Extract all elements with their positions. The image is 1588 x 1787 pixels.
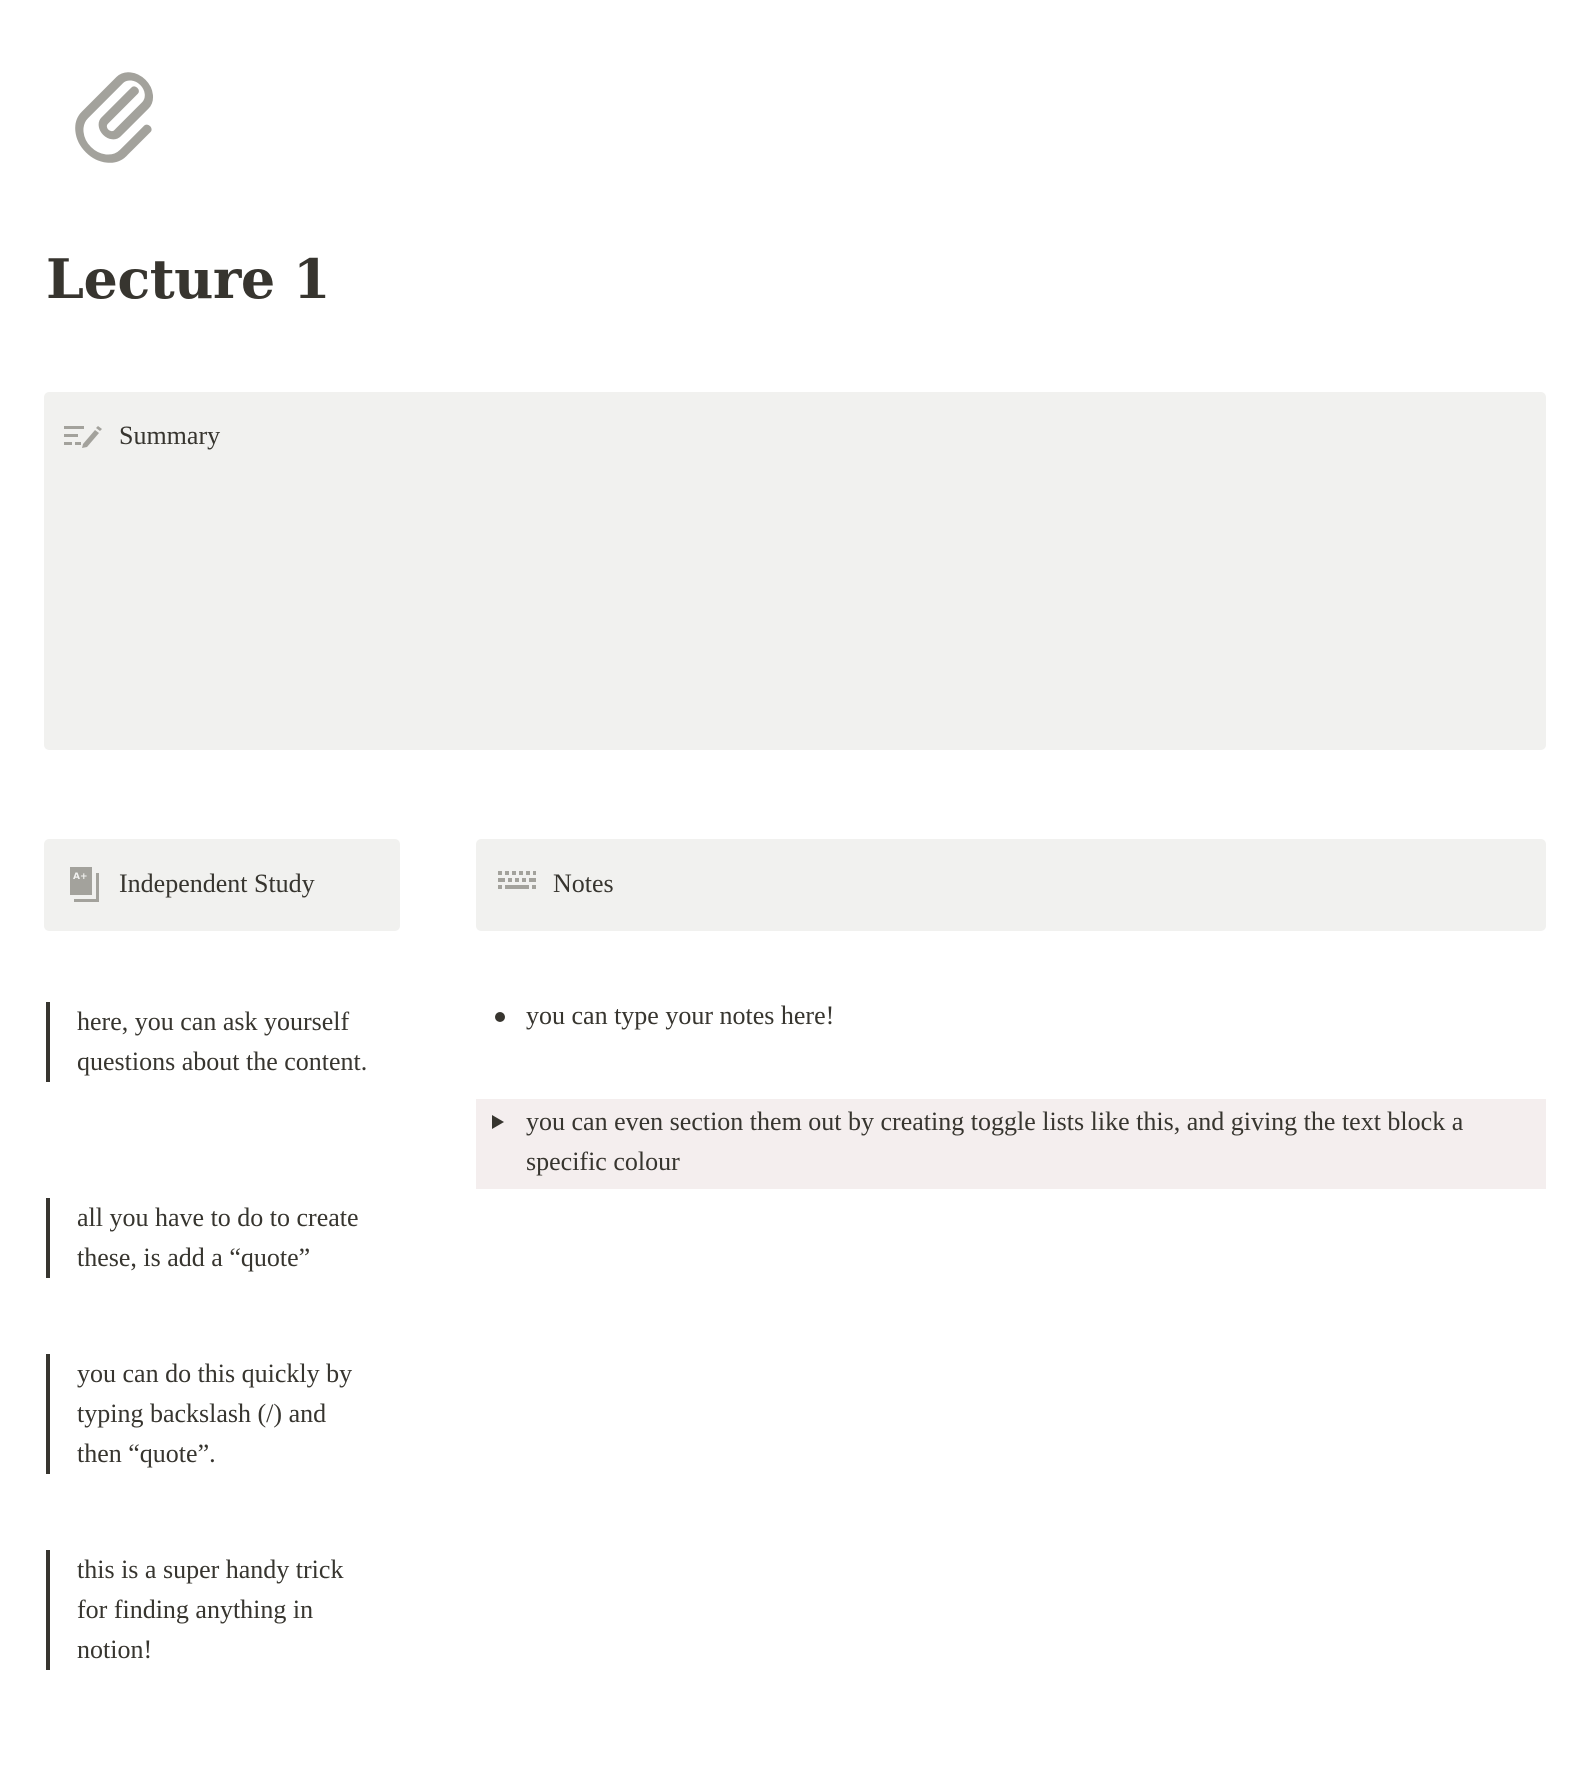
study-quote[interactable]: you can do this quickly by typing backslash (/) and then “quote”. — [46, 1354, 376, 1474]
graded-book-icon[interactable] — [68, 865, 108, 905]
notes-label: Notes — [553, 869, 614, 898]
page-title[interactable]: Lecture 1 — [46, 247, 331, 311]
toggle-text: you can even section them out by creating toggle lists like this, and giving the text block a specific colour — [526, 1107, 1464, 1176]
bullet-text: you can type your notes here! — [526, 1001, 835, 1030]
svg-text:A+: A+ — [73, 872, 88, 882]
study-quote[interactable]: this is a super handy trick for finding anything in notion! — [46, 1550, 376, 1670]
independent-study-callout[interactable] — [44, 839, 400, 931]
bullet-dot-icon — [495, 1012, 505, 1022]
notes-bullet-item[interactable] — [476, 996, 1546, 1036]
keyboard-icon[interactable] — [496, 865, 536, 905]
edit-lines-icon[interactable] — [64, 418, 104, 458]
independent-study-label: Independent Study — [119, 869, 315, 898]
paperclip-icon[interactable] — [62, 70, 168, 176]
study-quote[interactable]: here, you can ask yourself questions about the content. — [46, 1002, 376, 1082]
summary-label: Summary — [119, 421, 221, 450]
notes-toggle-block[interactable] — [476, 1099, 1546, 1189]
toggle-triangle-icon[interactable] — [490, 1112, 506, 1132]
study-quote[interactable]: all you have to do to create these, is add a “quote” — [46, 1198, 376, 1278]
summary-callout[interactable] — [44, 392, 1546, 750]
notes-callout[interactable] — [476, 839, 1546, 931]
